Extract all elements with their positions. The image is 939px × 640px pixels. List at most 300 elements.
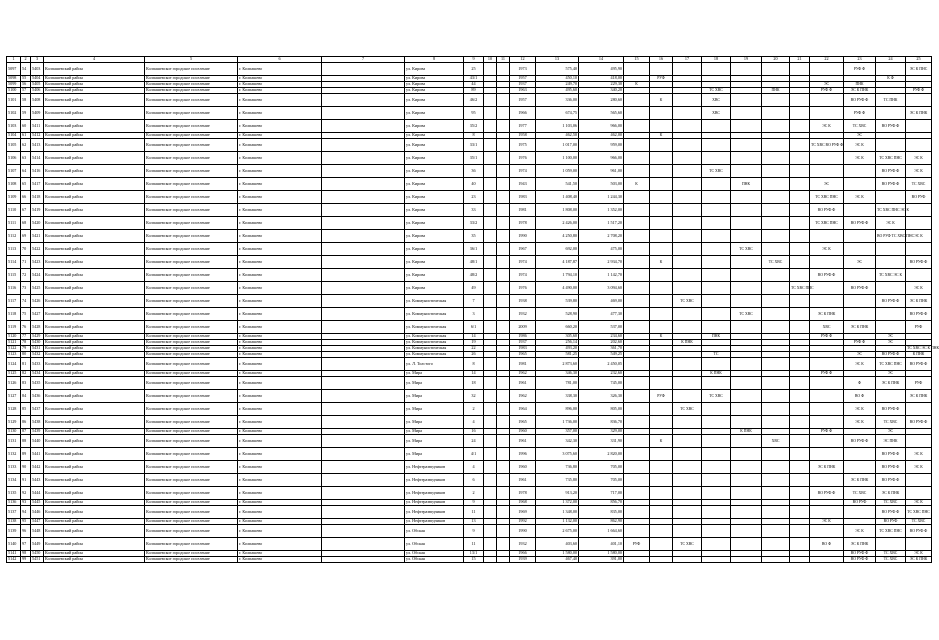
settlement-cell: Колпашевское городское поселение bbox=[145, 120, 238, 133]
col-7-cell bbox=[322, 525, 405, 538]
repair-type-cell bbox=[702, 295, 731, 308]
repair-type-cell: РУФ Ф bbox=[810, 429, 844, 435]
row-number-cell: 5101 bbox=[7, 94, 21, 107]
repair-type-cell bbox=[624, 243, 650, 256]
house-number-cell: 35/1 bbox=[464, 152, 484, 165]
repair-type-cell: РУФ bbox=[650, 76, 673, 82]
street-cell: ул. Кирова bbox=[405, 269, 464, 282]
col-7-cell bbox=[322, 416, 405, 429]
house-number-cell: 24 bbox=[464, 435, 484, 448]
col-10-cell bbox=[484, 416, 497, 429]
col-10-cell bbox=[484, 230, 497, 243]
object-id-cell: 5404 bbox=[31, 76, 44, 82]
repair-type-cell bbox=[810, 448, 844, 461]
repair-type-cell: ТС bbox=[702, 352, 731, 358]
living-area-cell: 503,00 bbox=[579, 178, 624, 191]
year-built-cell: 1966 bbox=[510, 107, 536, 120]
year-built-cell: 1967 bbox=[510, 243, 536, 256]
street-cell: ул. Обская bbox=[405, 551, 464, 557]
repair-type-cell: ТС ХВС bbox=[906, 178, 932, 191]
repair-type-cell bbox=[790, 474, 810, 487]
settlement-cell: Колпашевское городское поселение bbox=[145, 334, 238, 340]
street-cell: ул. Нефтеразведчиков bbox=[405, 461, 464, 474]
repair-type-cell bbox=[876, 282, 906, 295]
street-cell: ул. Кирова bbox=[405, 217, 464, 230]
repair-type-cell: ВО Ф bbox=[844, 390, 876, 403]
repair-type-cell bbox=[673, 525, 702, 538]
repair-type-cell bbox=[673, 448, 702, 461]
column-number-header: 22 bbox=[810, 57, 844, 63]
repair-type-cell bbox=[810, 506, 844, 519]
repair-type-cell bbox=[702, 487, 731, 500]
house-number-cell: 6/1 bbox=[464, 321, 484, 334]
living-area-cell: 477,30 bbox=[579, 308, 624, 321]
repair-type-cell: ТС ХВС bbox=[702, 390, 731, 403]
repair-type-cell bbox=[702, 191, 731, 204]
repair-type-cell bbox=[762, 139, 790, 152]
row-index-cell: 78 bbox=[21, 340, 31, 346]
col-7-cell bbox=[322, 487, 405, 500]
repair-type-cell bbox=[762, 403, 790, 416]
object-id-cell: 5419 bbox=[31, 204, 44, 217]
col-11-cell bbox=[497, 321, 510, 334]
repair-type-cell bbox=[673, 120, 702, 133]
repair-type-cell bbox=[731, 282, 762, 295]
col-11-cell bbox=[497, 139, 510, 152]
locality-cell: г. Колпашево bbox=[238, 204, 322, 217]
living-area-cell: 717,00 bbox=[579, 487, 624, 500]
total-area-cell: 256,14 bbox=[536, 340, 579, 346]
repair-type-cell bbox=[731, 377, 762, 390]
col-10-cell bbox=[484, 295, 497, 308]
row-number-cell: 5109 bbox=[7, 191, 21, 204]
repair-type-cell: ВО РУФ bbox=[844, 500, 876, 506]
total-area-cell: 346,30 bbox=[536, 371, 579, 377]
repair-type-cell bbox=[673, 191, 702, 204]
total-area-cell: 528,90 bbox=[536, 308, 579, 321]
col-7-cell bbox=[322, 178, 405, 191]
row-index-cell: 80 bbox=[21, 352, 31, 358]
repair-type-cell bbox=[906, 403, 932, 416]
repair-type-cell bbox=[876, 256, 906, 269]
repair-type-cell bbox=[790, 139, 810, 152]
year-built-cell: 1960 bbox=[510, 429, 536, 435]
total-area-cell: 462,50 bbox=[536, 133, 579, 139]
col-11-cell bbox=[497, 403, 510, 416]
year-built-cell: 1974 bbox=[510, 269, 536, 282]
repair-type-cell: Ф bbox=[844, 377, 876, 390]
year-built-cell: 1957 bbox=[510, 94, 536, 107]
row-number-cell: 5139 bbox=[7, 525, 21, 538]
repair-type-cell bbox=[673, 107, 702, 120]
repair-type-cell: РУФ bbox=[906, 377, 932, 390]
locality-cell: г. Колпашево bbox=[238, 282, 322, 295]
table-row bbox=[7, 416, 932, 429]
column-number-header: 8 bbox=[405, 57, 464, 63]
repair-type-cell bbox=[673, 217, 702, 230]
repair-type-cell: РУФ Ф bbox=[810, 371, 844, 377]
living-area-cell: 2 820,00 bbox=[579, 448, 624, 461]
repair-type-cell bbox=[673, 282, 702, 295]
total-area-cell: 539,80 bbox=[536, 295, 579, 308]
repair-type-cell: К ПНК bbox=[673, 340, 702, 346]
col-11-cell bbox=[497, 204, 510, 217]
street-cell: ул. Кирова bbox=[405, 282, 464, 295]
object-id-cell: 5435 bbox=[31, 377, 44, 390]
living-area-cell: 469,00 bbox=[579, 295, 624, 308]
col-10-cell bbox=[484, 217, 497, 230]
repair-type-cell: ВО РУФ Ф bbox=[844, 282, 876, 295]
street-cell: ул. Кирова bbox=[405, 76, 464, 82]
district-cell: Колпашевский район bbox=[44, 506, 145, 519]
district-cell: Колпашевский район bbox=[44, 340, 145, 346]
total-area-cell: 660,20 bbox=[536, 321, 579, 334]
total-area-cell: 781,00 bbox=[536, 377, 579, 390]
locality-cell: г. Колпашево bbox=[238, 500, 322, 506]
settlement-cell: Колпашевское городское поселение bbox=[145, 295, 238, 308]
house-number-cell: 33/1 bbox=[464, 139, 484, 152]
total-area-cell: 467,40 bbox=[536, 557, 579, 563]
year-built-cell: 1978 bbox=[510, 217, 536, 230]
repair-type-cell: ЭС К bbox=[906, 500, 932, 506]
house-number-cell: 2 bbox=[464, 403, 484, 416]
col-10-cell bbox=[484, 165, 497, 178]
year-built-cell: 1961 bbox=[510, 435, 536, 448]
row-index-cell: 75 bbox=[21, 308, 31, 321]
district-cell: Колпашевский район bbox=[44, 435, 145, 448]
year-built-cell: 1957 bbox=[510, 76, 536, 82]
object-id-cell: 5444 bbox=[31, 487, 44, 500]
col-7-cell bbox=[322, 321, 405, 334]
settlement-cell: Колпашевское городское поселение bbox=[145, 538, 238, 551]
district-cell: Колпашевский район bbox=[44, 165, 145, 178]
repair-type-cell: ПНК bbox=[731, 178, 762, 191]
repair-type-cell: РУФ Ф bbox=[844, 107, 876, 120]
repair-type-cell: ЭС К ПНК bbox=[906, 107, 932, 120]
col-11-cell bbox=[497, 390, 510, 403]
district-cell: Колпашевский район bbox=[44, 282, 145, 295]
repair-type-cell bbox=[810, 403, 844, 416]
settlement-cell: Колпашевское городское поселение bbox=[145, 82, 238, 88]
table-row bbox=[7, 358, 932, 371]
repair-type-cell bbox=[702, 557, 731, 563]
year-built-cell: 1974 bbox=[510, 165, 536, 178]
col-10-cell bbox=[484, 63, 497, 76]
table-row bbox=[7, 435, 932, 448]
repair-type-cell bbox=[702, 120, 731, 133]
table-row bbox=[7, 390, 932, 403]
house-number-cell: 9 bbox=[464, 500, 484, 506]
district-cell: Колпашевский район bbox=[44, 88, 145, 94]
locality-cell: г. Колпашево bbox=[238, 474, 322, 487]
column-number-header: 5 bbox=[145, 57, 238, 63]
repair-type-cell bbox=[624, 390, 650, 403]
settlement-cell: Колпашевское городское поселение bbox=[145, 107, 238, 120]
total-area-cell: 1 017,00 bbox=[536, 139, 579, 152]
repair-type-cell bbox=[624, 256, 650, 269]
col-11-cell bbox=[497, 217, 510, 230]
district-cell: Колпашевский район bbox=[44, 82, 145, 88]
total-area-cell: 896,00 bbox=[536, 403, 579, 416]
district-cell: Колпашевский район bbox=[44, 557, 145, 563]
row-number-cell: 5134 bbox=[7, 474, 21, 487]
repair-type-cell: РУФ Ф bbox=[844, 340, 876, 346]
total-area-cell: 736,80 bbox=[536, 461, 579, 474]
total-area-cell: 493,20 bbox=[536, 346, 579, 352]
repair-type-cell: ТС ХВС bbox=[876, 500, 906, 506]
repair-type-cell: ЭС bbox=[876, 429, 906, 435]
living-area-cell: 862,90 bbox=[579, 519, 624, 525]
row-index-cell: 96 bbox=[21, 525, 31, 538]
living-area-cell: 745,00 bbox=[579, 377, 624, 390]
repair-type-cell bbox=[876, 63, 906, 76]
repair-type-cell bbox=[790, 538, 810, 551]
repair-type-cell bbox=[876, 139, 906, 152]
street-cell: ул. Кирова bbox=[405, 88, 464, 94]
row-index-cell: 87 bbox=[21, 429, 31, 435]
district-cell: Колпашевский район bbox=[44, 474, 145, 487]
locality-cell: г. Колпашево bbox=[238, 88, 322, 94]
year-built-cell: 1983 bbox=[510, 346, 536, 352]
repair-type-cell bbox=[810, 107, 844, 120]
repair-type-cell bbox=[731, 403, 762, 416]
repair-type-cell: ЭС К ПНК bbox=[906, 390, 932, 403]
total-area-cell: 541,50 bbox=[536, 178, 579, 191]
repair-type-cell: ТС ХВС bbox=[731, 308, 762, 321]
repair-type-cell: ВО РУФ Ф bbox=[876, 178, 906, 191]
repair-type-cell: ЭС К bbox=[906, 551, 932, 557]
district-cell: Колпашевский район bbox=[44, 94, 145, 107]
col-11-cell bbox=[497, 94, 510, 107]
repair-type-cell bbox=[702, 506, 731, 519]
house-number-cell: 23 bbox=[464, 191, 484, 204]
repair-type-cell bbox=[810, 390, 844, 403]
table-row bbox=[7, 557, 932, 563]
repair-type-cell bbox=[762, 358, 790, 371]
repair-type-cell bbox=[673, 390, 702, 403]
row-number-cell: 5138 bbox=[7, 519, 21, 525]
repair-type-cell: ПНК bbox=[762, 88, 790, 94]
living-area-cell: 329,00 bbox=[579, 429, 624, 435]
total-area-cell: 575,40 bbox=[536, 63, 579, 76]
house-number-cell: 15 bbox=[464, 557, 484, 563]
row-number-cell: 5136 bbox=[7, 500, 21, 506]
repair-type-cell bbox=[624, 448, 650, 461]
col-7-cell bbox=[322, 506, 405, 519]
object-id-cell: 5408 bbox=[31, 94, 44, 107]
table-row bbox=[7, 139, 932, 152]
object-id-cell: 5438 bbox=[31, 416, 44, 429]
repair-type-cell: К bbox=[650, 133, 673, 139]
repair-type-cell: ВО РУФ Ф bbox=[876, 165, 906, 178]
col-11-cell bbox=[497, 269, 510, 282]
year-built-cell: 1963 bbox=[510, 88, 536, 94]
col-10-cell bbox=[484, 243, 497, 256]
object-id-cell: 5443 bbox=[31, 474, 44, 487]
district-cell: Колпашевский район bbox=[44, 295, 145, 308]
locality-cell: г. Колпашево bbox=[238, 461, 322, 474]
year-built-cell: 1983 bbox=[510, 191, 536, 204]
column-number-header: 23 bbox=[844, 57, 876, 63]
col-7-cell bbox=[322, 474, 405, 487]
total-area-cell: 1 736,00 bbox=[536, 416, 579, 429]
column-number-header: 2 bbox=[21, 57, 31, 63]
col-10-cell bbox=[484, 107, 497, 120]
object-id-cell: 5433 bbox=[31, 358, 44, 371]
col-7-cell bbox=[322, 435, 405, 448]
settlement-cell: Колпашевское городское поселение bbox=[145, 178, 238, 191]
row-index-cell: 67 bbox=[21, 204, 31, 217]
living-area-cell: 229,30 bbox=[579, 82, 624, 88]
repair-type-cell bbox=[702, 538, 731, 551]
settlement-cell: Колпашевское городское поселение bbox=[145, 191, 238, 204]
repair-type-cell bbox=[790, 487, 810, 500]
total-area-cell: 249,70 bbox=[536, 82, 579, 88]
repair-type-cell: ТС ХВС bbox=[876, 416, 906, 429]
total-area-cell: 1 103,06 bbox=[536, 120, 579, 133]
row-index-cell: 98 bbox=[21, 551, 31, 557]
column-number-header: 17 bbox=[673, 57, 702, 63]
repair-type-cell bbox=[624, 295, 650, 308]
repair-type-cell: ЭС К bbox=[906, 230, 932, 243]
col-11-cell bbox=[497, 63, 510, 76]
repair-type-cell bbox=[762, 282, 790, 295]
street-cell: ул. Кирова bbox=[405, 230, 464, 243]
street-cell: ул. Кирова bbox=[405, 243, 464, 256]
repair-type-cell bbox=[650, 557, 673, 563]
street-cell: ул. Мира bbox=[405, 403, 464, 416]
settlement-cell: Колпашевское городское поселение bbox=[145, 243, 238, 256]
column-number-header: 19 bbox=[731, 57, 762, 63]
settlement-cell: Колпашевское городское поселение bbox=[145, 256, 238, 269]
repair-type-cell bbox=[731, 204, 762, 217]
row-index-cell: 77 bbox=[21, 334, 31, 340]
house-number-cell: 35 bbox=[464, 230, 484, 243]
row-index-cell: 72 bbox=[21, 269, 31, 282]
locality-cell: г. Колпашево bbox=[238, 76, 322, 82]
col-7-cell bbox=[322, 269, 405, 282]
register-table bbox=[6, 56, 939, 563]
object-id-cell: 5411 bbox=[31, 120, 44, 133]
object-id-cell: 5418 bbox=[31, 191, 44, 204]
repair-type-cell: ВО РУФ Ф bbox=[844, 435, 876, 448]
repair-type-cell bbox=[810, 282, 844, 295]
year-built-cell: 1981 bbox=[510, 204, 536, 217]
repair-type-cell: ВО РУФ Ф bbox=[906, 525, 932, 538]
total-area-cell: 4 490,00 bbox=[536, 282, 579, 295]
repair-type-cell bbox=[790, 63, 810, 76]
col-10-cell bbox=[484, 321, 497, 334]
repair-type-cell: ВО РУФ Ф bbox=[876, 403, 906, 416]
row-number-cell: 5131 bbox=[7, 435, 21, 448]
repair-type-cell bbox=[702, 403, 731, 416]
row-index-cell: 65 bbox=[21, 178, 31, 191]
repair-type-cell: ПНК bbox=[702, 334, 731, 340]
street-cell: ул. Кирова bbox=[405, 139, 464, 152]
repair-type-cell: ЭС К ПНК bbox=[810, 461, 844, 474]
column-number-header: 11 bbox=[497, 57, 510, 63]
year-built-cell: 1938 bbox=[510, 295, 536, 308]
settlement-cell: Колпашевское городское поселение bbox=[145, 88, 238, 94]
row-index-cell: 91 bbox=[21, 474, 31, 487]
repair-type-cell bbox=[762, 377, 790, 390]
repair-type-cell: ЭС К ПНК bbox=[876, 377, 906, 390]
row-number-cell: 5128 bbox=[7, 403, 21, 416]
locality-cell: г. Колпашево bbox=[238, 448, 322, 461]
locality-cell: г. Колпашево bbox=[238, 308, 322, 321]
settlement-cell: Колпашевское городское поселение bbox=[145, 525, 238, 538]
repair-type-cell bbox=[624, 377, 650, 390]
repair-type-cell bbox=[810, 152, 844, 165]
repair-type-cell: ТС ХВС bbox=[673, 295, 702, 308]
house-number-cell: 11 bbox=[464, 538, 484, 551]
repair-type-cell: ТС ХВС ПНС bbox=[790, 282, 810, 295]
repair-type-cell bbox=[624, 217, 650, 230]
col-7-cell bbox=[322, 358, 405, 371]
repair-type-cell bbox=[731, 390, 762, 403]
settlement-cell: Колпашевское городское поселение bbox=[145, 416, 238, 429]
col-10-cell bbox=[484, 120, 497, 133]
repair-type-cell bbox=[844, 295, 876, 308]
row-number-cell: 5119 bbox=[7, 321, 21, 334]
row-number-cell: 5122 bbox=[7, 346, 21, 352]
repair-type-cell bbox=[731, 139, 762, 152]
street-cell: ул. Мира bbox=[405, 435, 464, 448]
col-10-cell bbox=[484, 94, 497, 107]
settlement-cell: Колпашевское городское поселение bbox=[145, 76, 238, 82]
repair-type-cell bbox=[702, 243, 731, 256]
year-built-cell: 2009 bbox=[510, 321, 536, 334]
living-area-cell: 1 517,20 bbox=[579, 217, 624, 230]
col-7-cell bbox=[322, 448, 405, 461]
col-11-cell bbox=[497, 152, 510, 165]
repair-type-cell: ТС ХВС bbox=[876, 551, 906, 557]
col-7-cell bbox=[322, 256, 405, 269]
repair-type-cell bbox=[673, 377, 702, 390]
row-index-cell: 59 bbox=[21, 107, 31, 120]
object-id-cell: 5409 bbox=[31, 107, 44, 120]
living-area-cell: 2 708,20 bbox=[579, 230, 624, 243]
living-area-cell: 537,00 bbox=[579, 321, 624, 334]
locality-cell: г. Колпашево bbox=[238, 506, 322, 519]
settlement-cell: Колпашевское городское поселение bbox=[145, 269, 238, 282]
repair-type-cell bbox=[702, 461, 731, 474]
house-number-cell: 89 bbox=[464, 88, 484, 94]
repair-type-cell bbox=[790, 448, 810, 461]
repair-type-cell bbox=[624, 282, 650, 295]
row-index-cell: 60 bbox=[21, 120, 31, 133]
row-index-cell: 63 bbox=[21, 152, 31, 165]
repair-type-cell bbox=[844, 506, 876, 519]
repair-type-cell bbox=[673, 178, 702, 191]
living-area-cell: 961,00 bbox=[579, 165, 624, 178]
object-id-cell: 5423 bbox=[31, 256, 44, 269]
repair-type-cell bbox=[702, 204, 731, 217]
locality-cell: г. Колпашево bbox=[238, 107, 322, 120]
house-number-cell: 48/2 bbox=[464, 269, 484, 282]
repair-type-cell bbox=[790, 165, 810, 178]
locality-cell: г. Колпашево bbox=[238, 256, 322, 269]
repair-type-cell bbox=[731, 435, 762, 448]
repair-type-cell bbox=[650, 358, 673, 371]
house-number-cell: 2 bbox=[464, 487, 484, 500]
locality-cell: г. Колпашево bbox=[238, 139, 322, 152]
row-index-cell: 83 bbox=[21, 377, 31, 390]
object-id-cell: 5416 bbox=[31, 165, 44, 178]
house-number-cell: 35/2 bbox=[464, 120, 484, 133]
repair-type-cell: ВО РУФ Ф bbox=[906, 308, 932, 321]
repair-type-cell bbox=[790, 152, 810, 165]
